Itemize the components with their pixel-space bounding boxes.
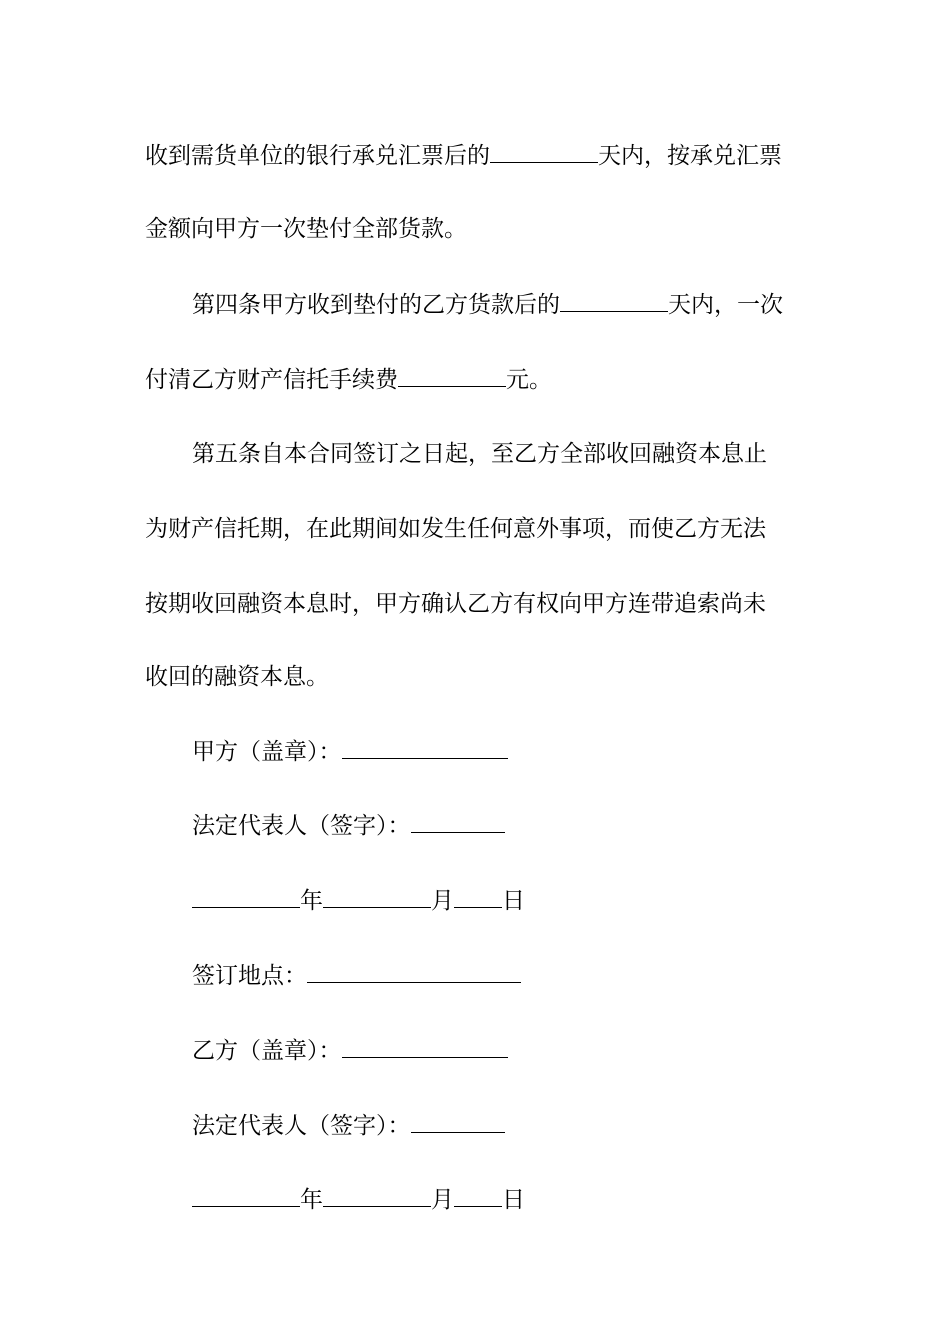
day-field[interactable]: [454, 885, 502, 908]
paragraph-line: [145, 589, 766, 619]
article-four: [192, 289, 783, 320]
paragraph-line: [145, 662, 329, 692]
text-segment: 金额向甲方一次垫付全部货款。: [145, 216, 467, 242]
fill-in-blank-fee[interactable]: [398, 364, 506, 387]
text-segment: 收到需货单位的银行承兑汇票后的: [145, 143, 490, 169]
month-label: 月: [431, 888, 454, 914]
paragraph-line: [145, 214, 467, 244]
text-segment: 第五条自本合同签订之日起，至乙方全部收回融资本息止: [192, 441, 767, 467]
party-b-seal-field[interactable]: [342, 1035, 508, 1058]
text-segment: 天内，一次: [668, 292, 783, 318]
text-segment: 付清乙方财产信托手续费: [145, 367, 398, 393]
year-field[interactable]: [192, 1184, 300, 1207]
text-segment: 为财产信托期，在此期间如发生任何意外事项，而使乙方无法: [145, 516, 766, 542]
text-segment: 按期收回融资本息时，甲方确认乙方有权向甲方连带追索尚未: [145, 591, 766, 617]
party-b-rep-field[interactable]: [411, 1110, 505, 1133]
party-a-rep-line: [192, 810, 505, 841]
text-segment: 第四条甲方收到垫付的乙方货款后的: [192, 292, 560, 318]
party-a-seal-line: [192, 736, 508, 767]
month-field[interactable]: [323, 885, 431, 908]
party-a-rep-field[interactable]: [411, 810, 505, 833]
year-label: 年: [300, 888, 323, 914]
sign-place-line: [192, 960, 521, 991]
article-five: [192, 439, 767, 469]
fill-in-blank-days[interactable]: [490, 140, 598, 163]
sign-place-label: 签订地点：: [192, 963, 307, 989]
party-a-date-line: [192, 885, 525, 916]
sign-place-field[interactable]: [307, 960, 521, 983]
party-a-rep-label: 法定代表人（签字）：: [192, 813, 411, 839]
paragraph-line: [145, 140, 782, 171]
year-field[interactable]: [192, 885, 300, 908]
party-b-date-line: [192, 1184, 525, 1215]
month-field[interactable]: [323, 1184, 431, 1207]
text-segment: 收回的融资本息。: [145, 664, 329, 690]
party-b-rep-label: 法定代表人（签字）：: [192, 1113, 411, 1139]
text-segment: 天内，按承兑汇票: [598, 143, 782, 169]
month-label: 月: [431, 1187, 454, 1213]
fill-in-blank-days[interactable]: [560, 289, 668, 312]
party-a-seal-label: 甲方（盖章）：: [192, 739, 342, 765]
party-b-seal-line: [192, 1035, 508, 1066]
party-b-rep-line: [192, 1110, 505, 1141]
paragraph-line: [145, 364, 552, 395]
year-label: 年: [300, 1187, 323, 1213]
day-label: 日: [502, 888, 525, 914]
paragraph-line: [145, 514, 766, 544]
day-label: 日: [502, 1187, 525, 1213]
text-segment: 元。: [506, 367, 552, 393]
party-a-seal-field[interactable]: [342, 736, 508, 759]
day-field[interactable]: [454, 1184, 502, 1207]
party-b-seal-label: 乙方（盖章）：: [192, 1038, 342, 1064]
